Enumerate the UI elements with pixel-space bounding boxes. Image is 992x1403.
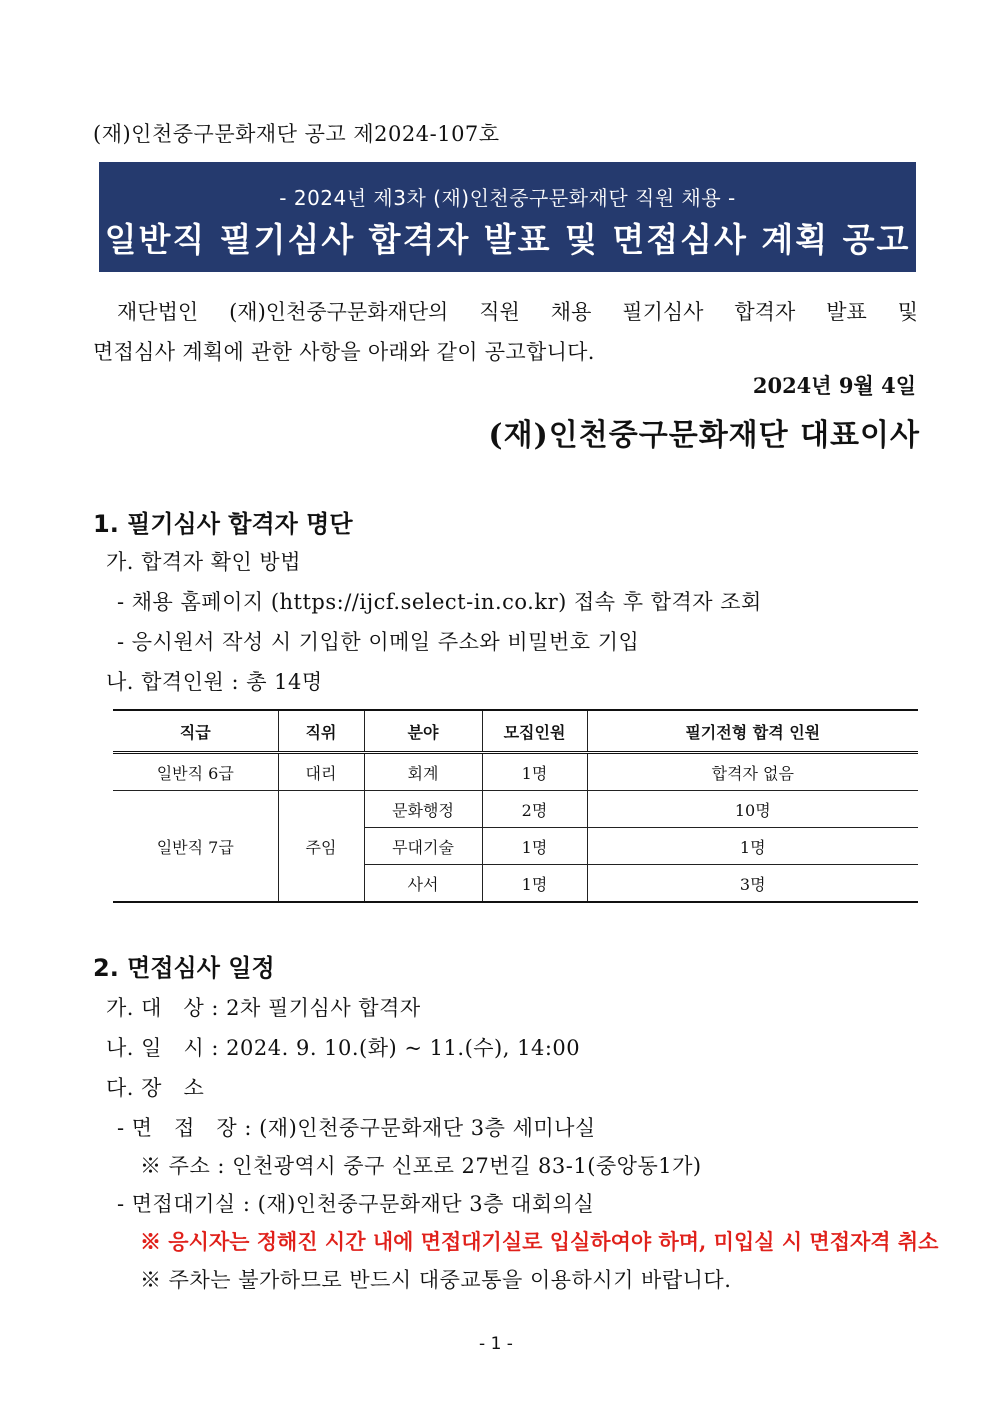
intro-line-2: 면접심사 계획에 관한 사항을 아래와 같이 공고합니다. bbox=[93, 340, 595, 364]
interview-room: - 면 접 장 : (재)인천중구문화재단 3층 세미나실 bbox=[117, 1116, 596, 1140]
cell-grade: 일반직 7급 bbox=[113, 791, 278, 903]
banner-title: 일반직 필기심사 합격자 발표 및 면접심사 계획 공고 bbox=[104, 220, 911, 259]
cell-recruit: 1명 bbox=[482, 828, 587, 865]
cell-grade: 일반직 6급 bbox=[113, 753, 278, 791]
passer-table bbox=[113, 709, 918, 903]
cell-recruit: 1명 bbox=[482, 753, 587, 791]
cell-field: 문화행정 bbox=[364, 791, 482, 828]
cell-recruit: 2명 bbox=[482, 791, 587, 828]
header-field: 분야 bbox=[364, 710, 482, 753]
intro-paragraph bbox=[93, 292, 918, 372]
table-header-row bbox=[113, 710, 918, 753]
section1-item-ga: 가. 합격자 확인 방법 bbox=[106, 550, 301, 574]
cell-passed: 3명 bbox=[587, 865, 918, 903]
section1-heading: 1. 필기심사 합격자 명단 bbox=[93, 510, 353, 538]
cell-field: 회계 bbox=[364, 753, 482, 791]
interview-target: 가. 대 상 : 2차 필기심사 합격자 bbox=[106, 996, 421, 1020]
banner-subtitle: - 2024년 제3차 (재)인천중구문화재단 직원 채용 - bbox=[279, 186, 736, 210]
cell-field: 무대기술 bbox=[364, 828, 482, 865]
waiting-room: - 면접대기실 : (재)인천중구문화재단 3층 대회의실 bbox=[117, 1192, 595, 1216]
section1-bullet-homepage: - 채용 홈페이지 (https://ijcf.select-in.co.kr) 접속 후 합격자 조회 bbox=[117, 590, 762, 614]
cell-field: 사서 bbox=[364, 865, 482, 903]
intro-line-1: 재단법인 (재)인천중구문화재단의 직원 채용 필기심사 합격자 발표 및 bbox=[117, 300, 918, 324]
parking-note: ※ 주차는 불가하므로 반드시 대중교통을 이용하시기 바랍니다. bbox=[140, 1268, 732, 1292]
interview-datetime: 나. 일 시 : 2024. 9. 10.(화) ~ 11.(수), 14:00 bbox=[106, 1036, 581, 1060]
section2-heading: 2. 면접심사 일정 bbox=[93, 954, 275, 982]
cell-passed: 1명 bbox=[587, 828, 918, 865]
warning-note: ※ 응시자는 정해진 시간 내에 면접대기실로 입실하여야 하며, 미입실 시 면접자격 취소 bbox=[140, 1229, 939, 1254]
title-banner bbox=[99, 162, 916, 272]
interview-place: 다. 장 소 bbox=[106, 1076, 205, 1100]
header-grade: 직급 bbox=[113, 710, 278, 753]
section1-item-na: 나. 합격인원 : 총 14명 bbox=[106, 670, 323, 694]
notice-date: 2024년 9월 4일 bbox=[752, 373, 916, 398]
cell-position: 대리 bbox=[278, 753, 364, 791]
notice-number: (재)인천중구문화재단 공고 제2024-107호 bbox=[93, 122, 500, 146]
cell-recruit: 1명 bbox=[482, 865, 587, 903]
cell-position: 주임 bbox=[278, 791, 364, 903]
page-number: - 1 - bbox=[479, 1334, 513, 1354]
header-recruit: 모집인원 bbox=[482, 710, 587, 753]
section1-bullet-email: - 응시원서 작성 시 기입한 이메일 주소와 비밀번호 기입 bbox=[117, 630, 640, 654]
table-row bbox=[113, 791, 918, 828]
interview-address: ※ 주소 : 인천광역시 중구 신포로 27번길 83-1(중앙동1가) bbox=[140, 1154, 702, 1178]
cell-passed: 10명 bbox=[587, 791, 918, 828]
cell-passed: 합격자 없음 bbox=[587, 753, 918, 791]
table-row bbox=[113, 753, 918, 791]
header-position: 직위 bbox=[278, 710, 364, 753]
signer: (재)인천중구문화재단 대표이사 bbox=[488, 418, 920, 453]
header-passed: 필기전형 합격 인원 bbox=[587, 710, 918, 753]
